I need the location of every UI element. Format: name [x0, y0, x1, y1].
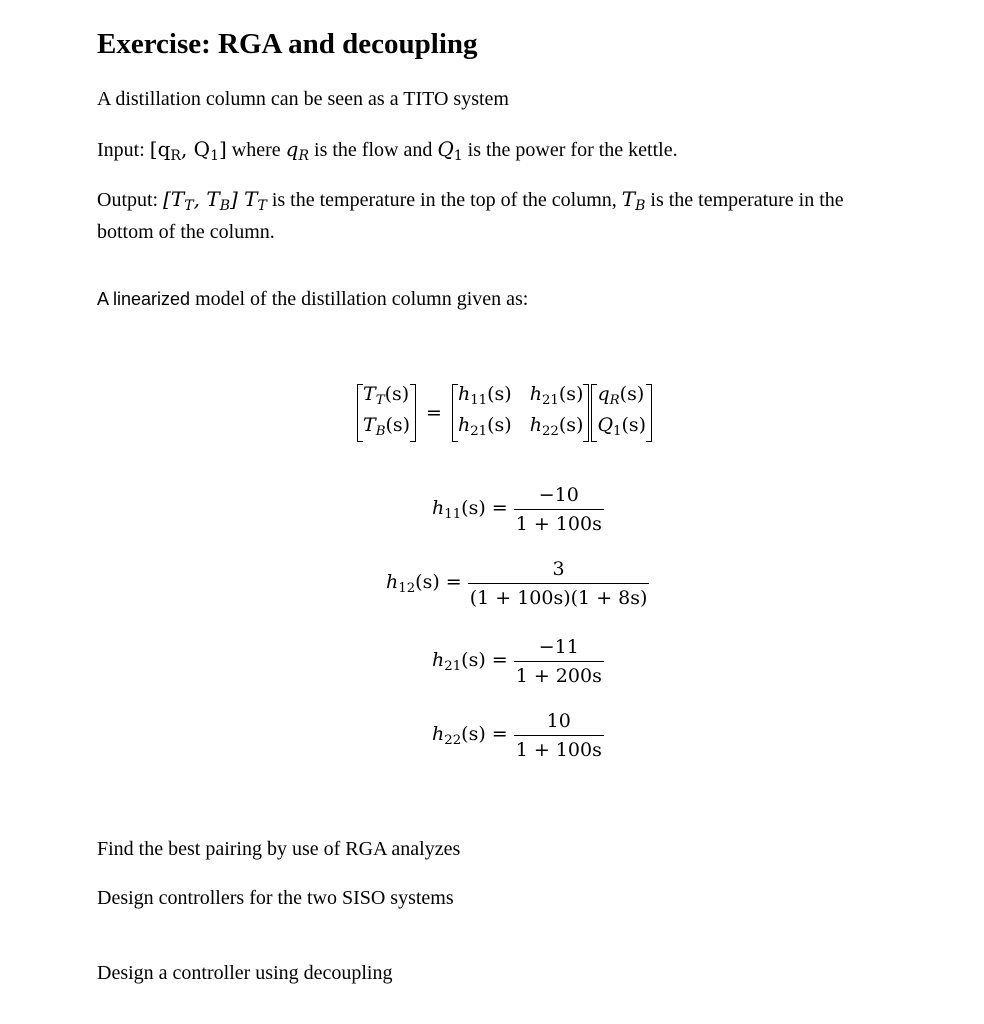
- tb-symbol: $T_B$: [621, 187, 646, 215]
- output-vector-matrix: $T_T(s)$ $T_B(s)$: [357, 382, 416, 444]
- task-siso-controllers: Design controllers for the two SISO systems: [97, 887, 454, 909]
- h11-numerator: −10: [538, 484, 579, 506]
- exercise-title: Exercise: RGA and decoupling: [97, 28, 478, 60]
- qr-symbol: $q_R$: [285, 137, 310, 165]
- intro-text: A distillation column can be seen as a TITO system: [97, 88, 509, 110]
- h22-denominator: 1 + 100s: [514, 735, 604, 761]
- task-rga-pairing: Find the best pairing by use of RGA analyzes: [97, 838, 461, 860]
- h11-denominator: 1 + 100s: [514, 509, 604, 535]
- task-decoupling-controller: Design a controller using decoupling: [97, 962, 393, 984]
- matrix-cell-11: $h_{11}(s)$: [457, 383, 512, 408]
- matrix-equation: [357, 385, 652, 441]
- output-description: Output: [$T_T$, $T_B$] $T_T$ is the temperature in the top of the column, $T_B$ is the temperature in the bottom of the column.: [97, 187, 844, 244]
- matrix-cell-21: $h_{21}(s)$: [457, 414, 512, 439]
- h21-numerator: −11: [538, 636, 579, 658]
- matrix-cell-12: $h_{21}(s)$: [529, 383, 584, 408]
- h22-numerator: 10: [546, 710, 571, 732]
- model-intro: A linearized model of the distillation column given as:: [97, 288, 529, 310]
- transfer-function-h22: $h_{22}(s)$ = $\frac{10}{1 + 100s}$: [432, 710, 602, 761]
- transfer-matrix: [452, 382, 590, 444]
- h12-numerator: 3: [552, 558, 565, 580]
- h12-denominator: (1 + 100s)(1 + 8s): [468, 583, 650, 609]
- transfer-function-h12: $h_{12}(s)$ = $\frac{3}{(1 + 100s)(1 + 8s)}$: [386, 558, 648, 609]
- equals-sign: =: [426, 402, 442, 424]
- input-vector-matrix: $q_R(s)$ $Q_1(s)$: [591, 382, 652, 444]
- matrix-cell-22: $h_{22}(s)$: [529, 414, 584, 439]
- h21-denominator: 1 + 200s: [514, 661, 604, 687]
- tt-symbol: $T_T$: [244, 187, 267, 215]
- output-vector: [$T_T$, $T_B$]: [163, 187, 245, 215]
- q1-symbol: $Q_1$: [437, 137, 463, 165]
- input-description: Input: [$q_R$, $Q_1$] where $q_R$ is the flow and $Q_1$ is the power for the kettle.: [97, 137, 678, 165]
- model-intro-sans: A linearized: [97, 289, 191, 309]
- input-label: Input:: [97, 139, 150, 161]
- output-label: Output:: [97, 189, 164, 211]
- input-vector: [$q_R$, $Q_1$]: [149, 137, 227, 165]
- transfer-function-h11: $h_{11}(s)$ = $\frac{-10}{1 + 100s}$: [432, 484, 602, 535]
- transfer-function-h21: $h_{21}(s)$ = $\frac{-11}{1 + 200s}$: [432, 636, 602, 687]
